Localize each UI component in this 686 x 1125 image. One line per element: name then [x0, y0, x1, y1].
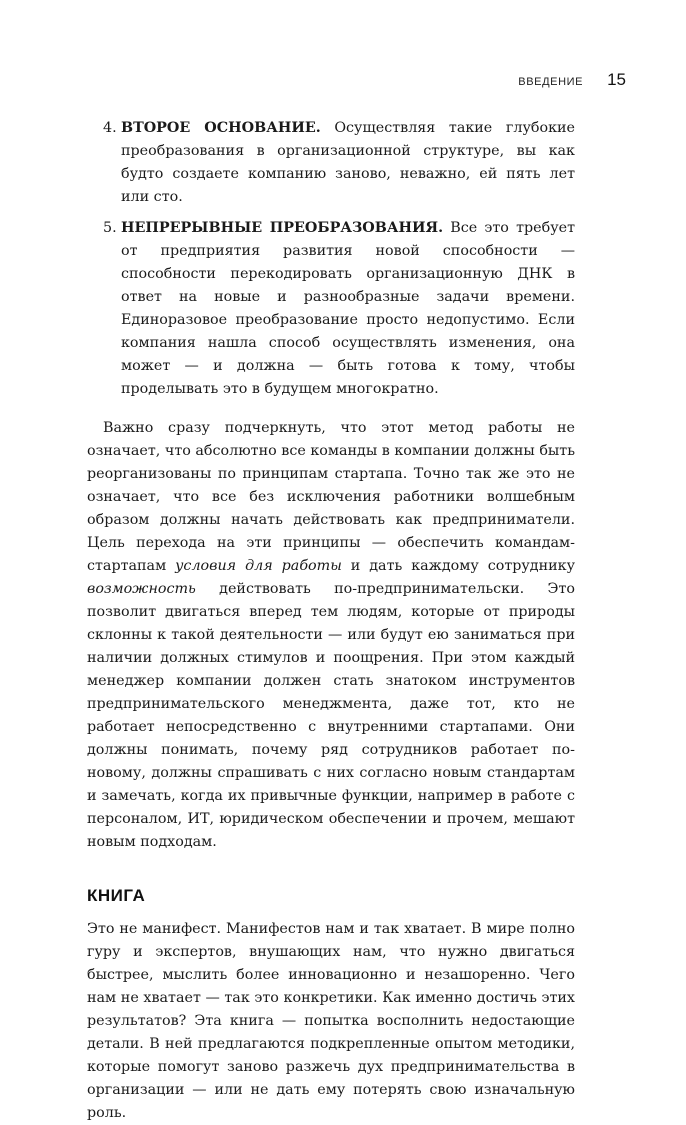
page-content	[87, 117, 575, 1125]
list-number: 4.	[103, 120, 117, 136]
list-item-text: Осуществляя такие глубокие преобразования в организационной структуре, вы как будто создаете компанию заново, неважно, ей пять лет или сто.	[121, 120, 575, 205]
running-head: ВВЕДЕНИЕ	[518, 76, 584, 88]
paragraph-text: Важно сразу подчеркнуть, что этот метод работы не означает, что абсолютно все команды в компании должны быть реорганизованы по принципам стартапа. Точно так же это не означает, что все без исключения работники волшебным образом должны начать действовать как предприниматели. Цель перехода на эти принципы — обеспечить командам-стартапам	[87, 420, 575, 574]
section-heading: КНИГА	[87, 886, 146, 905]
paragraph-text: и дать каждому сотруднику	[341, 558, 575, 574]
section-paragraph: Это не манифест. Манифестов нам и так хватает. В мире полно гуру и экспертов, внушающих нам, что нужно двигаться быстрее, мыслить более инновационно и незашоренно. Чего нам не хватает — так это конкретики. Как именно достичь этих результатов? Эта книга — попытка восполнить недостающие детали. В ней предлагаются подкрепленные опытом методики, которые помогут заново разжечь дух предпринимательства в организации — или не дать ему потерять свою изначальную роль.	[87, 921, 575, 1121]
numbered-list	[87, 117, 575, 401]
list-item-lead: ВТОРОЕ ОСНОВАНИЕ.	[121, 120, 321, 136]
list-item-lead: НЕПРЕРЫВНЫЕ ПРЕОБРАЗОВАНИЯ.	[121, 220, 444, 236]
page-number: 15	[607, 70, 626, 89]
body-paragraph	[87, 417, 575, 854]
list-item	[87, 217, 575, 401]
page-header	[0, 70, 626, 90]
list-number: 5.	[103, 220, 117, 236]
paragraph-text: действовать по-предпринимательски. Это позволит двигаться вперед тем людям, которые от природы склонны к такой деятельности — или будут ею заниматься при наличии должных стимулов и поощрения. При этом каждый менеджер компании должен стать знатоком инструментов предпринимательского менеджмента, даже тот, кто не работает непосредственно с внутренними стартапами. Они должны понимать, почему ряд сотрудников работает по-новому, должны спрашивать с них согласно новым стандартам и замечать, когда их привычные функции, например в работе с персоналом, ИТ, юридическом обеспечении и прочем, мешают новым подходам.	[87, 581, 575, 850]
emphasis-text: возможность	[87, 581, 196, 597]
list-item-text: Все это требует от предприятия развития новой способности — способности перекодировать организационную ДНК в ответ на новые и разнообразные задачи времени. Единоразовое преобразование просто недопустимо. Если компания нашла способ осуществлять изменения, она может — и должна — быть готова к тому, чтобы проделывать это в будущем многократно.	[121, 220, 575, 397]
list-item	[87, 117, 575, 209]
emphasis-text: условия для работы	[175, 558, 342, 574]
